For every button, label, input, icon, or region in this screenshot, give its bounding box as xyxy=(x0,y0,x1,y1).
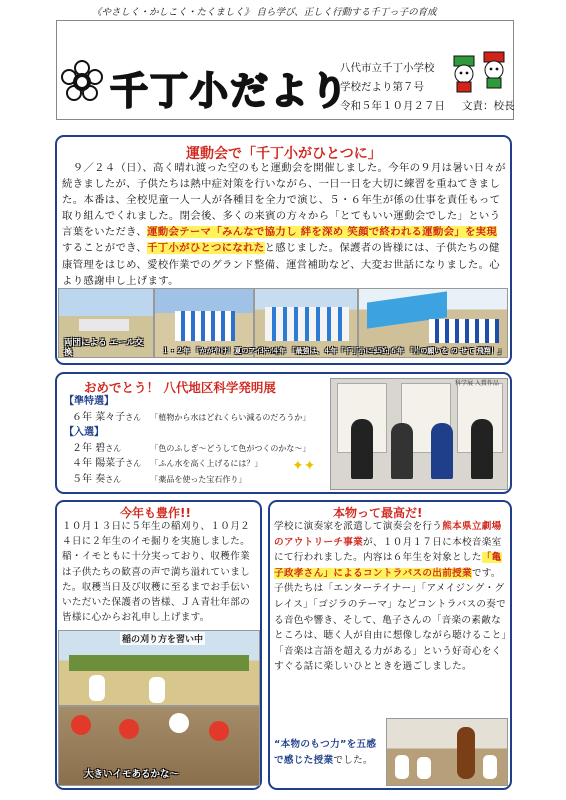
school-emblem-icon xyxy=(60,60,104,104)
science-award-photo xyxy=(330,378,508,490)
sparkle-icon: ✦✦ xyxy=(292,458,316,474)
special-award-label: 【準特選】 xyxy=(64,396,114,407)
sports-caption-1: 両団による エール交換 xyxy=(64,338,144,358)
real-thing-highlight: “本物のもつ力”を五感で感じた授業 xyxy=(274,739,377,766)
sports-day-text xyxy=(62,160,506,289)
sports-theme-highlight: 運動会テーマ「みんなで協力し 絆を深め 笑顔で終われる運動会」を実現 xyxy=(147,226,498,239)
science-entries xyxy=(64,394,310,487)
sports-text-part2: することができ、 xyxy=(62,242,148,255)
selected-award-label: 【入選】 xyxy=(64,427,104,438)
mascot-right-icon xyxy=(480,50,508,90)
author-credit: 文責：校長 xyxy=(462,100,515,112)
school-motto: 《やさしく・かしこく・たくましく》 自ら学び、正しく行動する千丁っ子の育成 xyxy=(92,7,437,18)
mascot-left-icon xyxy=(450,54,478,94)
issue-date: 令和５年１０月２７日 xyxy=(340,100,445,112)
concert-closing: “本物のもつ力”を五感で感じた授業でした。 xyxy=(274,739,377,766)
harvest-text: １０月１３日に５年生の稲刈り、１０月２４日に２年生のイモ掘りを実施しました。稲・イモともに十分実っており、収穫作業は子供たちの歓喜の声で満ち溢れていました。収穫当日及び収穫に至るまでお手伝いいただいた保護者の皆様、ＪＡ青壮年部の皆様に心からお礼申し上げます。 xyxy=(62,521,250,624)
newsletter-title: 千丁小だより xyxy=(110,69,351,113)
sports-unity-highlight: 千丁小がひとつになれた xyxy=(147,242,265,255)
sports-text-part3: と感じました。保護者の皆様には、子供たちの健康管理をはじめ、愛校作業でのグランド整備、運営補助など、大変お世話になりました。心より感謝申し上げます。 xyxy=(62,242,500,287)
science-title: おめでとう！ 八代地区科学発明展 xyxy=(84,380,276,395)
harvest-caption-rice: 稲の刈り方を習い中 xyxy=(120,632,205,645)
issue-number: 学校だより第７号 xyxy=(340,81,424,93)
science-entry-special-0: ６年 菜々子さん 「植物から水はどれくらい減るのだろうか」 xyxy=(72,411,311,423)
concert-title: 本物って最高だ! xyxy=(333,506,423,520)
sports-caption-3: ３・４年 「最強は、４年「千丁小にまぎ」 xyxy=(258,347,394,355)
sports-day-title: 運動会で「千丁小がひとつに」 xyxy=(186,146,382,162)
concert-photo xyxy=(386,718,508,786)
harvest-caption-potato: 大きいイモあるかな～ xyxy=(84,769,180,780)
sports-caption-2: １・２年 「かがやけ！夏のアイドル」 xyxy=(162,347,283,355)
concert-text: 学校に演奏家を派遣して演奏会を行う熊本県立劇場のアウトリーチ事業が、１０月１７日に本校音楽室にて行われました。内容は６年生を対象とした「亀子政孝さん」によるコントラバスの出前授業です。子供たちは「エンターテイナー」「アメイジング・グレイス」「ゴジラのテーマ」などコントラバスの奏でる音色や響き、そして、亀子さんの「音楽の素敵なところは、聴く人が自由に想像しながら聴けること」「音楽は言語を超える力がある」という好奇心をくすぐる話に楽しいひとときを過ごしました。 xyxy=(274,521,507,673)
science-entry-selected-1: ４年 陽菜子さん 「ふん水を高く上げるには？」 xyxy=(72,458,263,469)
outreach-highlight: 熊本県立劇場のアウトリーチ事業 xyxy=(274,521,502,548)
science-entry-selected-0: ２年 碧さん 「色のふしぎ～どうして色がつくのかな～」 xyxy=(72,442,311,454)
science-entry-selected-2: ５年 奏さん 「薬品を使った宝石作り」 xyxy=(72,473,247,485)
school-name: 八代市立千丁小学校 xyxy=(340,62,435,74)
sports-caption-4: ５・６年 「片の願いを の せて 飛翔！」 xyxy=(376,347,505,355)
harvest-title: 今年も豊作!! xyxy=(120,506,191,520)
sports-text-part1: ９／２４（日）、高く晴れ渡った空のもと運動会を開催しました。今年の９月は暑い日々が続きましたが、子供たちは熱中症対策を行いながら、一日一日を大切に練習を重ねてきました。本番は、全校児童一人一人が各種目を全力で演じ、５・６年生が係の仕事を責任もって取り組んでくれました。閉会後、多くの来賓の方々から「とてもいい運動会でした」という言葉をいただき、 xyxy=(62,162,506,239)
contrabass-highlight: 「亀子政孝さん」によるコントラバスの出前授業 xyxy=(274,552,502,579)
science-photo-sign: 科学展 入賞作品 xyxy=(455,380,499,387)
